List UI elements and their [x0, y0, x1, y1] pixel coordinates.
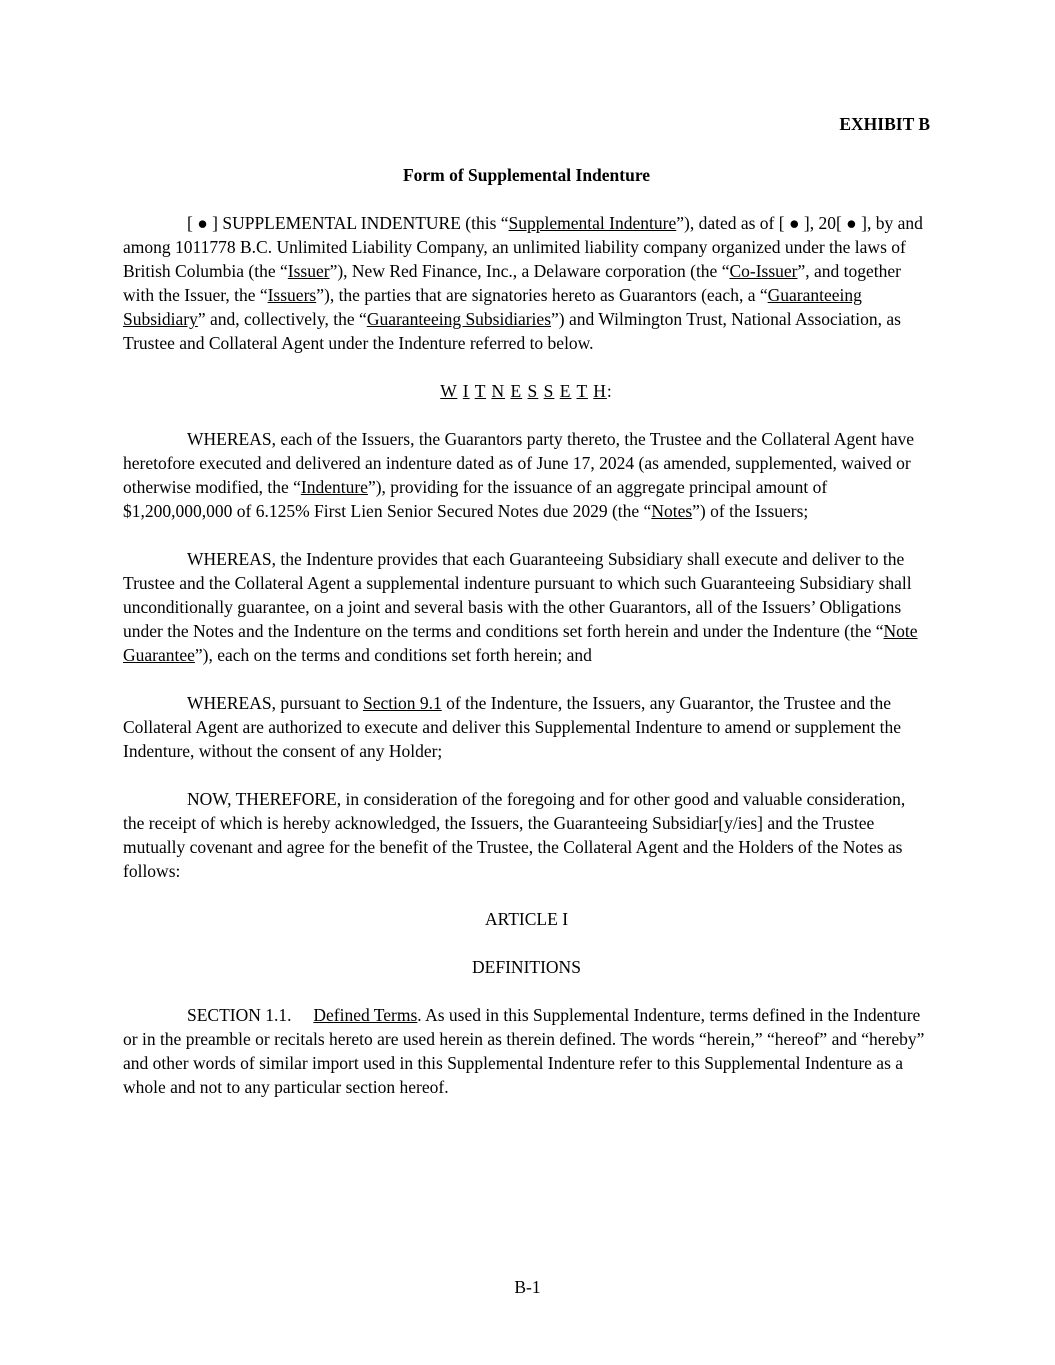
text-run: WHEREAS, the Indenture provides that each Guaranteeing Subsidiary shall execute and deliver to the Trustee and the Collateral Agent a supplemental indenture pursuant to which such Guaranteeing Subsidiary shall unconditionally guarantee, on a joint and several basis with the other Guarantors, all of the Issuers’ Obligations under the Notes and the Indenture on the terms and conditions set forth herein and under the Indenture (the “ [123, 549, 912, 641]
text-run: Co-Issuer [729, 261, 798, 281]
definitions-heading: DEFINITIONS [472, 957, 581, 977]
text-run: ”), the parties that are signatories hereto as Guarantors (each, a “ [316, 285, 768, 305]
text-run: S [527, 381, 539, 401]
text-run: Indenture [300, 477, 368, 497]
text-run: SECTION 1.1. [187, 1005, 314, 1025]
text-run: ”), New Red Finance, Inc., a Delaware corporation (the “ [329, 261, 730, 281]
text-run: W [440, 381, 458, 401]
section-1-1-paragraph [123, 1003, 930, 1099]
witnesseth-heading [123, 379, 930, 403]
text-run: T [474, 381, 487, 401]
text-run: I [462, 381, 470, 401]
text-run: ”) of the Issuers; [692, 501, 809, 521]
text-run: T [576, 381, 588, 401]
text-run: ”) and Wilmington Trust, National Association, as Trustee and Collateral Agent under the Indenture referred to below. [123, 309, 901, 353]
article-heading: ARTICLE I [484, 909, 569, 929]
text-run: Section 9.1 [362, 693, 442, 713]
text-run: Note Guarantee [123, 621, 918, 665]
text-run: of the Indenture, the Issuers, any Guarantor, the Trustee and the Collateral Agent are authorized to execute and deliver this Supplemental Indenture to amend or supplement the Indenture, without the consent of any Holder; [123, 693, 902, 761]
text-run: Notes [651, 501, 693, 521]
text-run: H [593, 381, 607, 401]
text-run: N [491, 381, 506, 401]
page-number: B-1 [514, 1277, 541, 1297]
preamble-paragraph [123, 211, 930, 355]
text-run: : [606, 381, 613, 401]
text-run: Supplemental Indenture [508, 213, 677, 233]
text-run: ” and, collectively, the “ [197, 309, 367, 329]
exhibit-label: EXHIBIT B [839, 114, 930, 134]
text-run: NOW, THEREFORE, in consideration of the foregoing and for other good and valuable consideration, the receipt of which is hereby acknowledged, the Issuers, the Guaranteeing Subsidiar[y/ies] and the Trustee mutually covenant and agree for the benefit of the Trustee, the Collateral Agent and the Holders of the Notes as follows: [123, 789, 906, 881]
text-run: ”, and together with the Issuer, the “ [123, 261, 902, 305]
text-run: Defined Terms [313, 1005, 418, 1025]
now-therefore-paragraph [123, 787, 930, 883]
text-run: E [559, 381, 572, 401]
text-run: E [510, 381, 523, 401]
text-run: ”), each on the terms and conditions set forth herein; and [194, 645, 592, 665]
text-run: . As used in this Supplemental Indenture, terms defined in the Indenture or in the preamble or recitals hereto are used herein as therein defined. The words “herein,” “hereof” and “hereby” and other words of similar import used in this Supplemental Indenture refer to this Supplemental Indenture as a whole and not to any particular section hereof. [123, 1005, 925, 1097]
text-run: [ ● ] SUPPLEMENTAL INDENTURE (this “ [187, 213, 509, 233]
text-run: WHEREAS, pursuant to [187, 693, 363, 713]
whereas-recital-3 [123, 691, 930, 763]
document-title: Form of Supplemental Indenture [402, 165, 651, 185]
whereas-recital-2 [123, 547, 930, 667]
whereas-recital-1 [123, 427, 930, 523]
text-run: S [543, 381, 555, 401]
text-run: Guaranteeing Subsidiaries [366, 309, 551, 329]
text-run: ”), providing for the issuance of an aggregate principal amount of $1,200,000,000 of 6.125% First Lien Senior Secured Notes due 2029 (the “ [123, 477, 828, 521]
text-run: Guaranteeing Subsidiary [123, 285, 862, 329]
text-run: Issuers [267, 285, 317, 305]
text-run: Issuer [287, 261, 330, 281]
text-run: WHEREAS, each of the Issuers, the Guarantors party thereto, the Trustee and the Collateral Agent have heretofore executed and delivered an indenture dated as of June 17, 2024 (as amended, supplemented, waived or otherwise modified, the “ [123, 429, 915, 497]
text-run: ”), dated as of [ ● ], 20[ ● ], by and among 1011778 B.C. Unlimited Liability Company, an unlimited liability company organized under the laws of British Columbia (the “ [123, 213, 923, 281]
